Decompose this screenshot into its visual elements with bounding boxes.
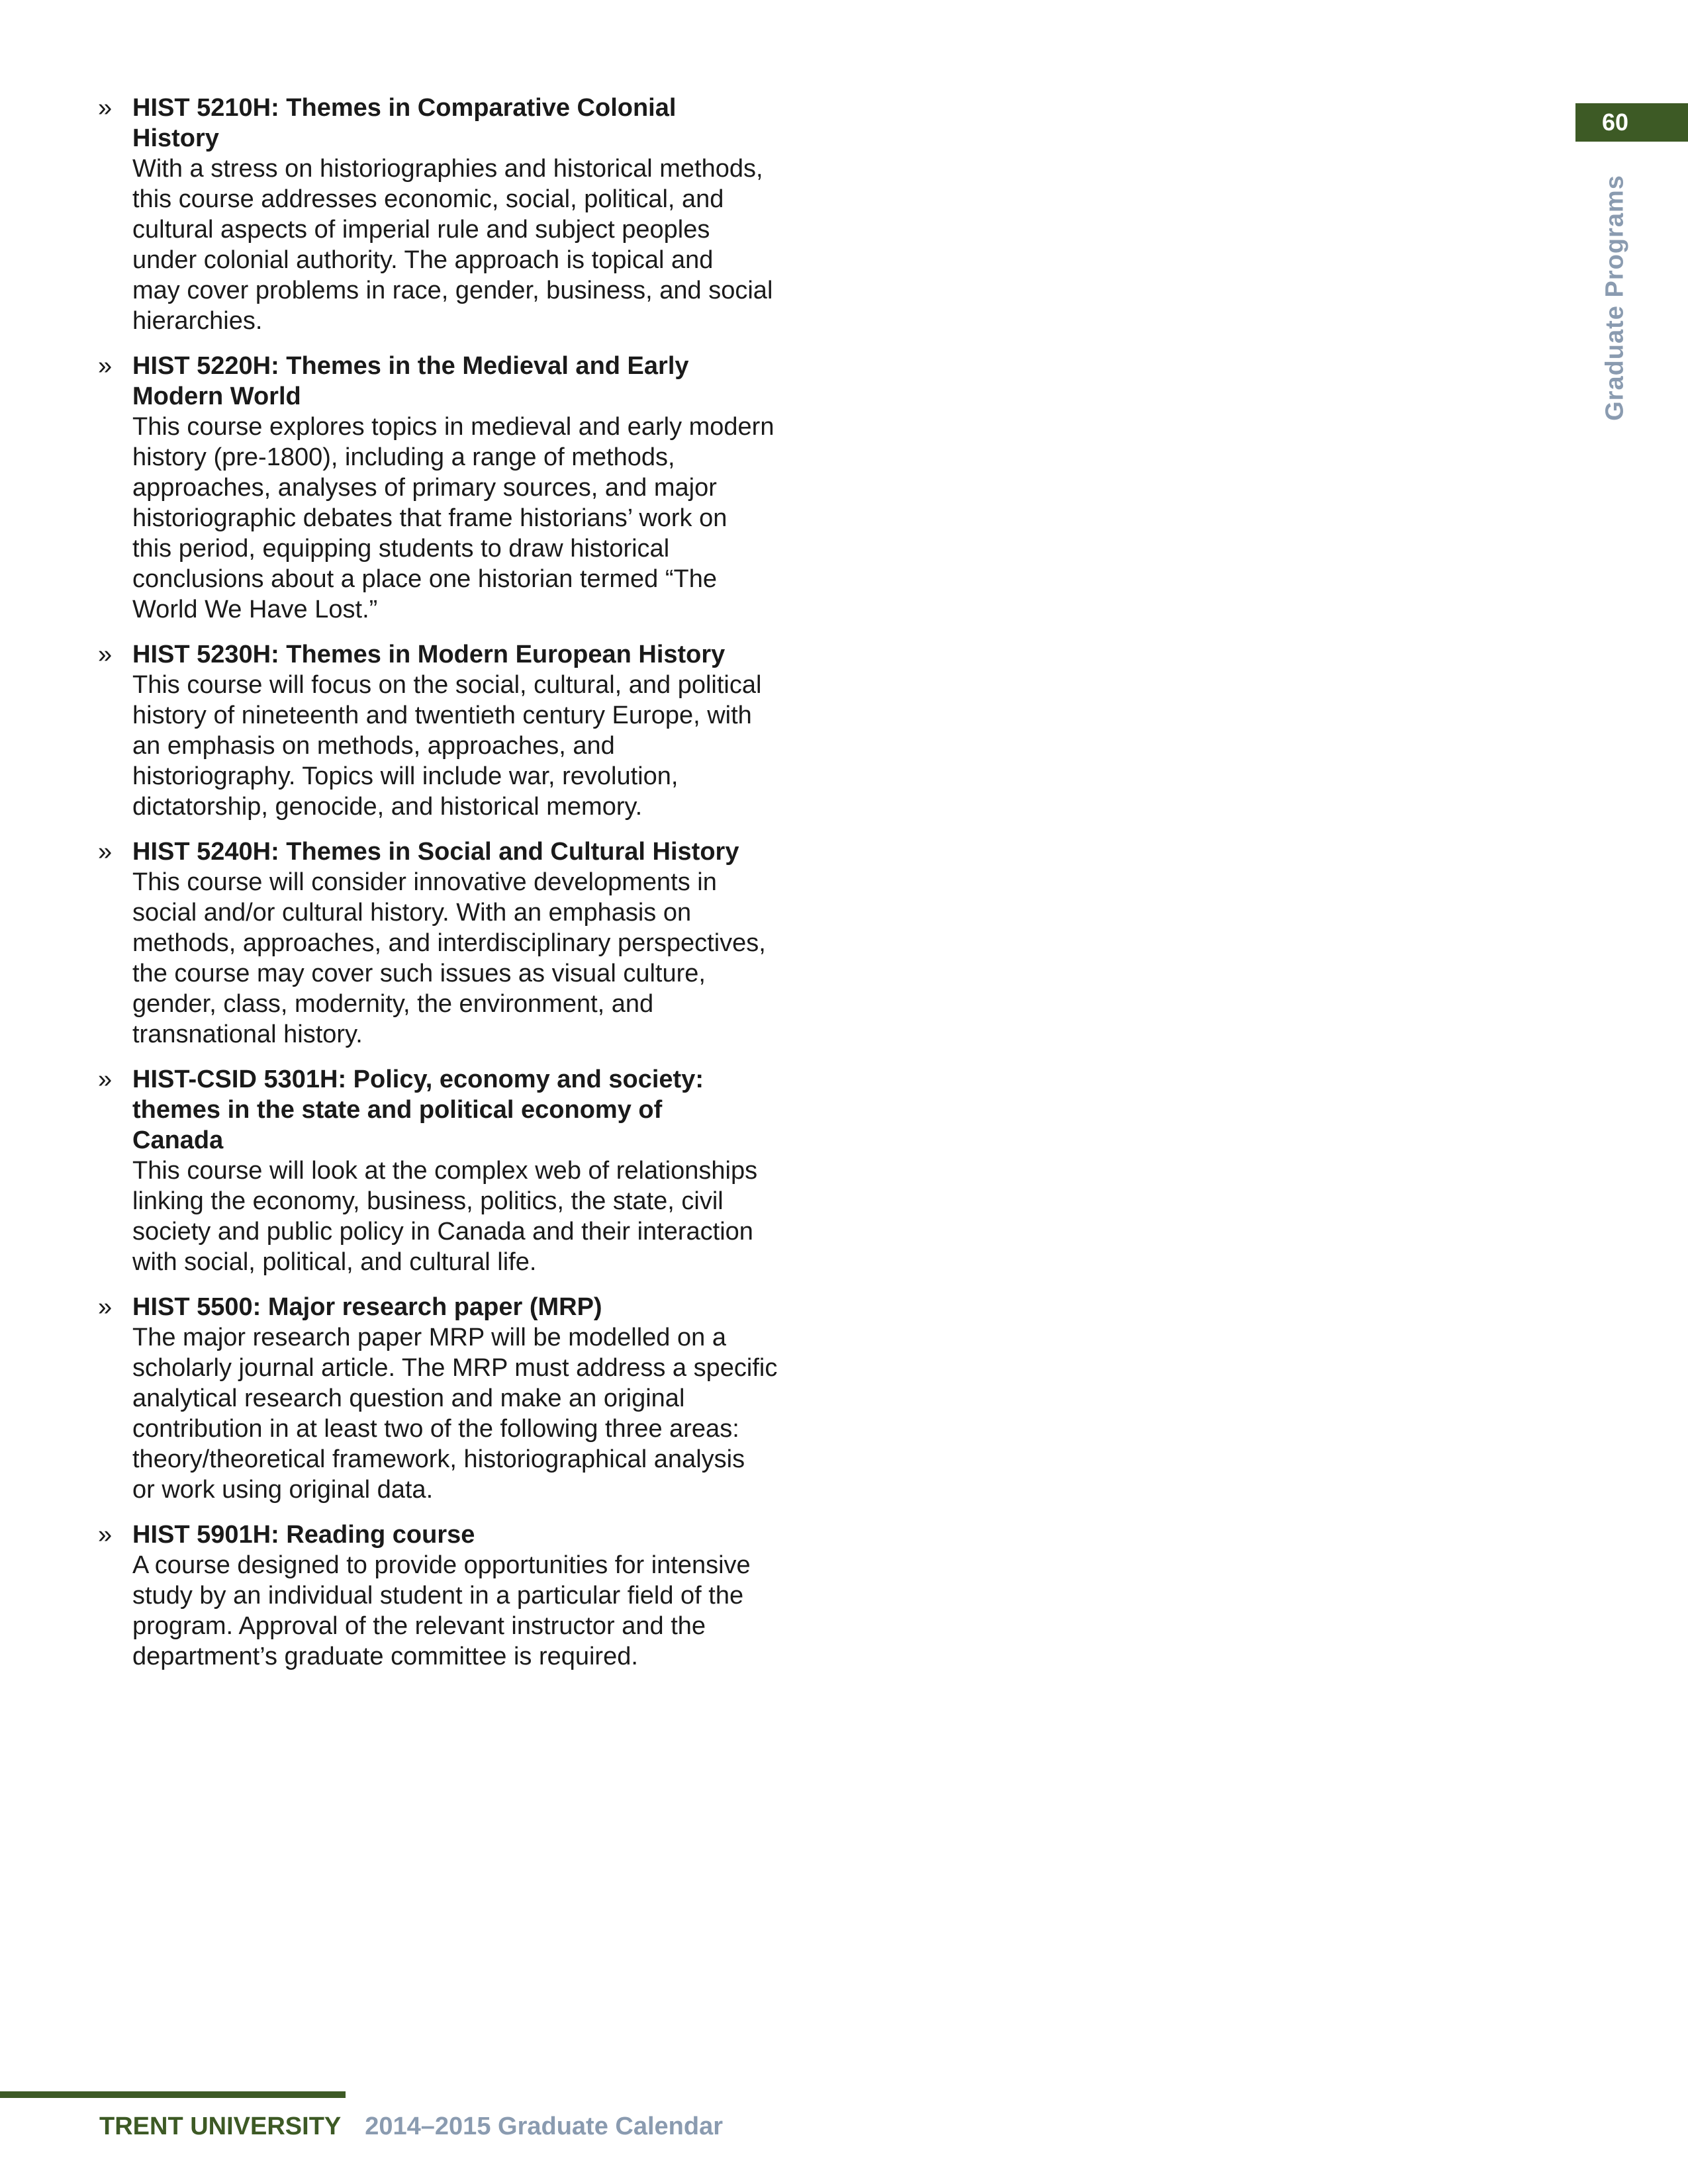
course-description-line: A course designed to provide opportunities for intensive — [132, 1551, 751, 1579]
course-description-line: under colonial authority. The approach is topical and — [132, 246, 714, 274]
course-description-line: or work using original data. — [132, 1476, 434, 1504]
course-title — [132, 1292, 821, 1322]
course-description-line: study by an individual student in a particular field of the — [132, 1582, 744, 1610]
course-description-line: transnational history. — [132, 1021, 363, 1048]
course-description-line: linking the economy, business, politics, the state, civil — [132, 1187, 724, 1215]
course-title-line: HIST 5500: Major research paper (MRP) — [132, 1293, 602, 1321]
course-entry — [93, 639, 821, 822]
footer-rule — [0, 2091, 346, 2098]
course-title — [132, 639, 821, 670]
course-description-line: historiography. Topics will include war, revolution, — [132, 762, 679, 790]
course-description-line: World We Have Lost.” — [132, 596, 378, 623]
course-description-line: This course explores topics in medieval and early modern — [132, 413, 774, 441]
footer — [99, 2111, 723, 2142]
course-entry — [93, 1520, 821, 1672]
course-title-line: themes in the state and political economy of — [132, 1096, 663, 1124]
course-description-line: with social, political, and cultural life. — [132, 1248, 537, 1276]
bullet-icon: » — [98, 1293, 113, 1321]
course-description-line: this course addresses economic, social, political, and — [132, 185, 724, 213]
course-title-line: HIST 5901H: Reading course — [132, 1521, 475, 1549]
course-description-line: historiographic debates that frame historians’ work on — [132, 504, 727, 532]
course-description-line: contribution in at least two of the following three areas: — [132, 1415, 739, 1443]
course-description-line: department’s graduate committee is required. — [132, 1643, 638, 1670]
course-description-line: this period, equipping students to draw historical — [132, 535, 670, 563]
course-title — [132, 351, 821, 412]
course-title-line: HIST 5220H: Themes in the Medieval and Early — [132, 352, 689, 380]
course-title-line: Canada — [132, 1126, 224, 1154]
course-description-line: dictatorship, genocide, and historical memory. — [132, 793, 643, 821]
course-description-line: conclusions about a place one historian termed “The — [132, 565, 717, 593]
course-entry — [93, 837, 821, 1050]
course-description-line: hierarchies. — [132, 307, 263, 335]
course-description — [132, 412, 821, 625]
course-description-line: cultural aspects of imperial rule and subject peoples — [132, 216, 710, 244]
course-description-line: With a stress on historiographies and historical methods, — [132, 155, 763, 183]
course-description — [132, 1156, 821, 1277]
course-entry — [93, 1292, 821, 1505]
course-description-line: This course will consider innovative developments in — [132, 868, 717, 896]
course-description — [132, 1550, 821, 1672]
course-description-line: scholarly journal article. The MRP must address a specific — [132, 1354, 778, 1382]
course-description-line: This course will look at the complex web of relationships — [132, 1157, 758, 1185]
course-description-line: analytical research question and make an original — [132, 1385, 685, 1412]
section-label: Graduate Programs — [1601, 175, 1629, 421]
course-description-line: This course will focus on the social, cultural, and political — [132, 671, 762, 699]
bullet-icon: » — [98, 1521, 113, 1549]
course-description-line: an emphasis on methods, approaches, and — [132, 732, 615, 760]
course-entry — [93, 351, 821, 625]
bullet-icon: » — [98, 94, 113, 122]
course-description — [132, 154, 821, 336]
bullet-icon: » — [98, 641, 113, 668]
course-description-line: social and/or cultural history. With an emphasis on — [132, 899, 692, 927]
course-description-line: society and public policy in Canada and their interaction — [132, 1218, 753, 1246]
bullet-icon: » — [98, 1066, 113, 1093]
course-title — [132, 837, 821, 867]
course-description-line: The major research paper MRP will be modelled on a — [132, 1324, 726, 1351]
course-description-line: history of nineteenth and twentieth century Europe, with — [132, 702, 752, 729]
course-description-line: program. Approval of the relevant instructor and the — [132, 1612, 706, 1640]
bullet-icon: » — [98, 352, 113, 380]
course-description — [132, 867, 821, 1050]
course-title-line: HIST 5240H: Themes in Social and Cultural History — [132, 838, 739, 866]
course-description-line: gender, class, modernity, the environment, and — [132, 990, 654, 1018]
course-description-line: approaches, analyses of primary sources, and major — [132, 474, 717, 502]
course-description-line: theory/theoretical framework, historiographical analysis — [132, 1445, 745, 1473]
course-description-line: the course may cover such issues as visual culture, — [132, 960, 706, 987]
page-number: 60 — [1575, 103, 1688, 142]
course-list — [93, 93, 821, 1686]
course-description — [132, 670, 821, 822]
course-title — [132, 1520, 821, 1550]
course-description-line: may cover problems in race, gender, business, and social — [132, 277, 773, 304]
course-entry — [93, 1064, 821, 1277]
course-description-line: history (pre-1800), including a range of methods, — [132, 443, 675, 471]
course-description-line: methods, approaches, and interdisciplinary perspectives, — [132, 929, 766, 957]
course-title-line: HIST 5230H: Themes in Modern European History — [132, 641, 726, 668]
course-title-line: HIST-CSID 5301H: Policy, economy and society: — [132, 1066, 704, 1093]
course-entry — [93, 93, 821, 336]
course-title-line: HIST 5210H: Themes in Comparative Colonial — [132, 94, 677, 122]
course-title-line: Modern World — [132, 383, 301, 410]
course-title — [132, 93, 821, 154]
bullet-icon: » — [98, 838, 113, 866]
course-title — [132, 1064, 821, 1156]
course-title-line: History — [132, 124, 219, 152]
footer-university: TRENT UNIVERSITY — [99, 2113, 342, 2140]
footer-calendar-title: 2014–2015 Graduate Calendar — [365, 2113, 724, 2140]
course-description — [132, 1322, 821, 1505]
